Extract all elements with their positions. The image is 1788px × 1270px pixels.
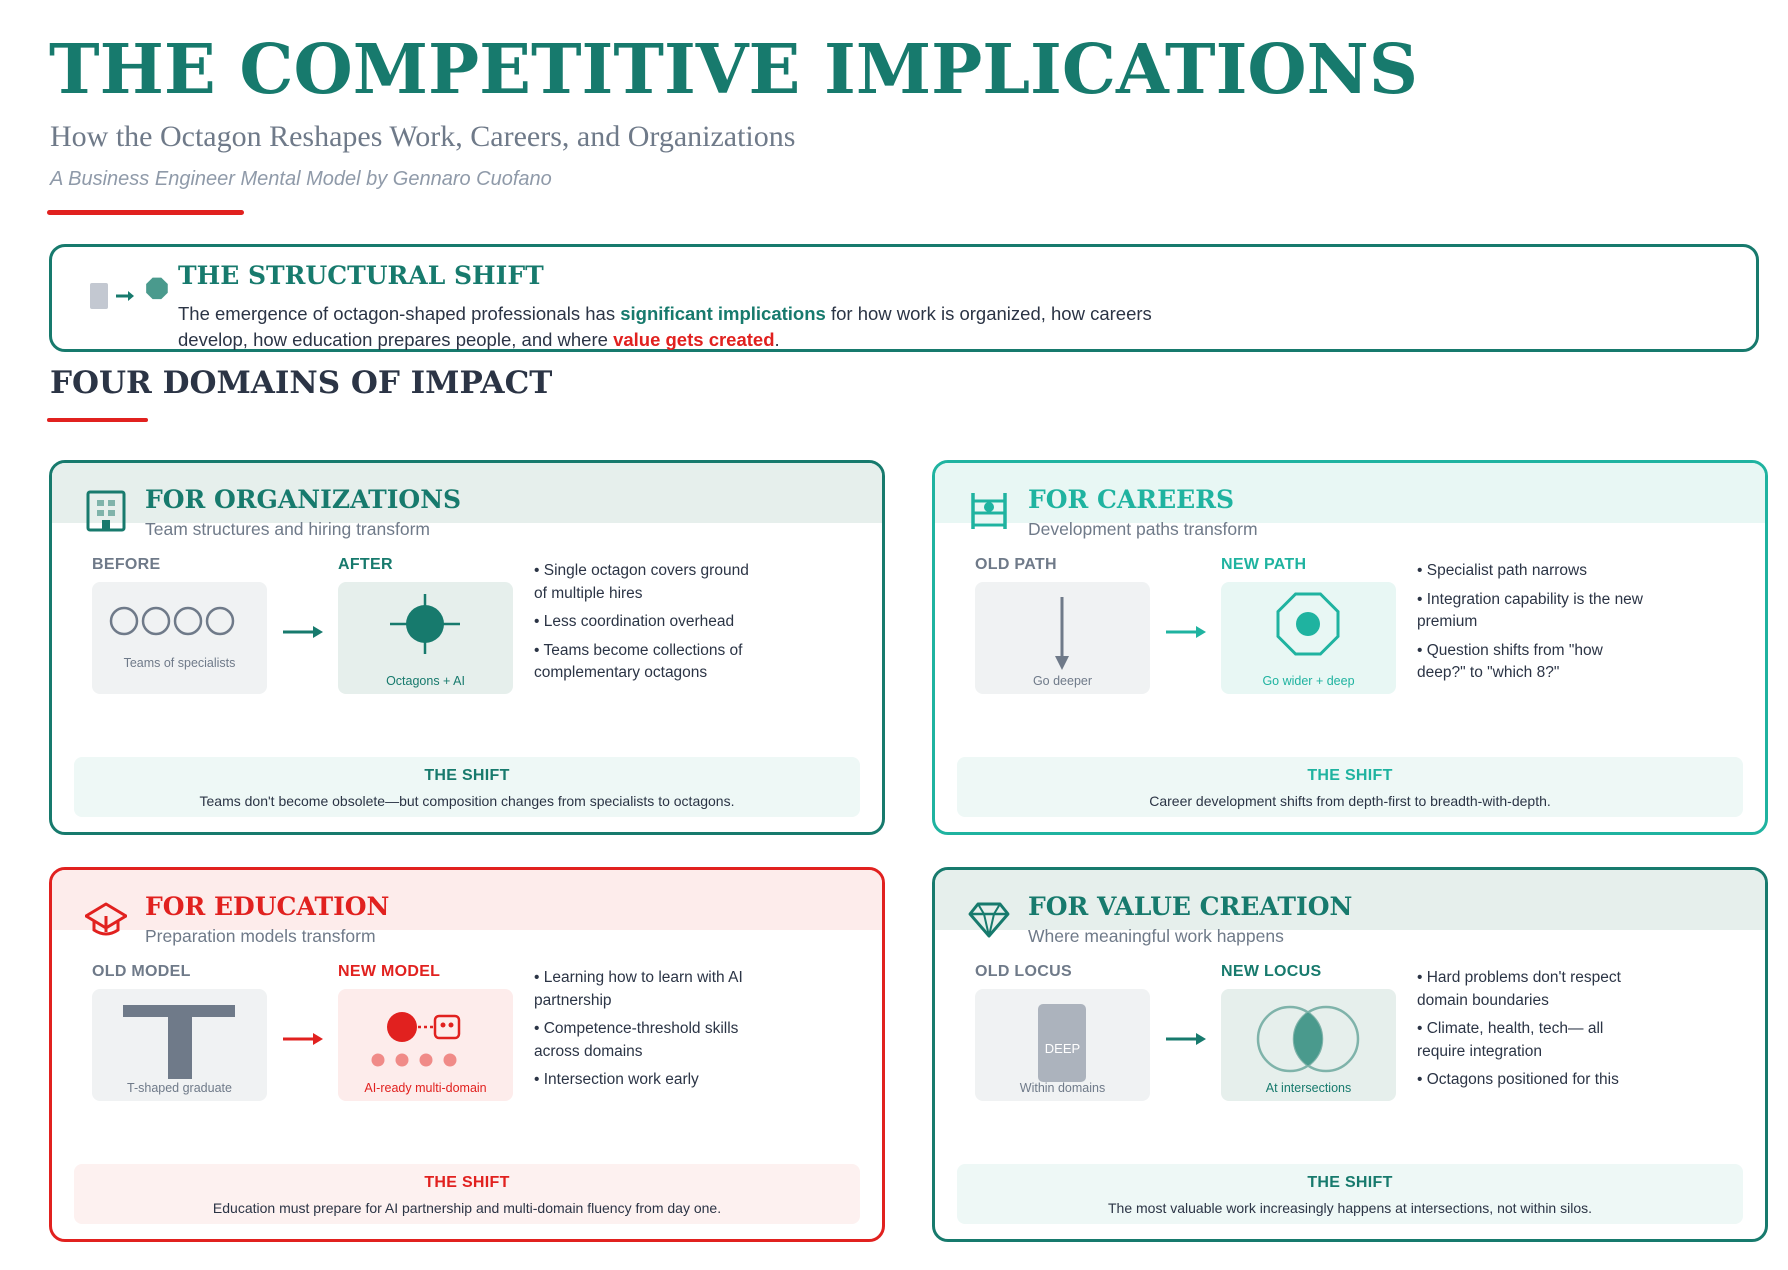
shift-heading: THE SHIFT — [1307, 1174, 1393, 1191]
before-label: OLD PATH — [975, 556, 1057, 573]
card-education — [49, 867, 885, 1242]
section-underline — [47, 418, 148, 422]
bullet-item: • Integration capability is the new premium — [1417, 590, 1643, 630]
deep-label: DEEP — [1044, 1041, 1081, 1056]
after-label: NEW LOCUS — [1221, 963, 1322, 980]
bullet-item: • Less coordination overhead — [534, 613, 735, 630]
before-panel — [92, 989, 267, 1101]
bullet-item: • Learning how to learn with AI partnership — [534, 969, 743, 1009]
before-panel — [975, 989, 1150, 1101]
bullet-item: • Question shifts from "how deep?" to "which 8?" — [1417, 641, 1603, 681]
before-label: OLD LOCUS — [975, 963, 1072, 980]
arrow-icon — [281, 1032, 325, 1046]
shift-text: Teams don't become obsolete—but composition changes from specialists to octagons. — [199, 793, 735, 809]
after-panel — [1221, 582, 1396, 694]
shift-text: The most valuable work increasingly happens at intersections, not within silos. — [1107, 1200, 1593, 1216]
after-label: NEW PATH — [1221, 556, 1307, 573]
arrow-icon — [281, 625, 325, 639]
card-subtitle: Where meaningful work happens — [1028, 926, 1284, 946]
card-subtitle: Team structures and hiring transform — [145, 519, 430, 539]
after-panel — [338, 582, 513, 694]
bullet-list — [1417, 967, 1647, 1098]
shift-heading: THE SHIFT — [1307, 767, 1393, 784]
title-underline — [47, 210, 244, 215]
bullet-list — [534, 967, 764, 1098]
bullet-list — [1417, 560, 1647, 691]
card-title: FOR EDUCATION — [145, 892, 390, 921]
after-panel — [1221, 989, 1396, 1101]
arrow-icon — [1164, 625, 1208, 639]
ladder-icon — [968, 489, 1010, 533]
shift-text: Education must prepare for AI partnership and multi-domain fluency from day one. — [212, 1200, 722, 1216]
before-label: BEFORE — [92, 556, 161, 573]
specialist-circles-icon — [92, 582, 267, 694]
shift-heading: THE SHIFT — [424, 1174, 510, 1191]
after-caption: Octagons + AI — [386, 674, 465, 688]
before-caption: Go deeper — [1032, 674, 1093, 688]
bullet-item: • Competence-threshold skills across domains — [534, 1020, 739, 1060]
after-label: NEW MODEL — [338, 963, 441, 980]
bullet-item: • Teams become collections of complementary octagons — [534, 641, 743, 681]
card-careers — [932, 460, 1768, 835]
card-subtitle: Preparation models transform — [145, 926, 376, 946]
bullet-item: • Octagons positioned for this — [1417, 1071, 1619, 1088]
highlight-value: value gets created — [613, 329, 775, 350]
bullet-list — [534, 560, 764, 691]
structural-shift-heading: THE STRUCTURAL SHIFT — [178, 261, 544, 290]
before-label: OLD MODEL — [92, 963, 191, 980]
card-subtitle: Development paths transform — [1028, 519, 1258, 539]
before-caption: Teams of specialists — [123, 656, 236, 670]
structural-shift-text: The emergence of octagon-shaped professionals has significant implications for how work is organized, how careers develop, how education prepares people, and where value gets created. — [178, 303, 1152, 350]
bullet-item: • Specialist path narrows — [1417, 562, 1587, 579]
structural-shift-box — [49, 244, 1759, 352]
bullet-item: • Climate, health, tech— all require integration — [1417, 1020, 1604, 1060]
building-icon — [85, 489, 127, 533]
before-panel — [975, 582, 1150, 694]
after-panel — [338, 989, 513, 1101]
card-title: FOR VALUE CREATION — [1028, 892, 1353, 921]
shift-box — [957, 1164, 1743, 1224]
card-value-creation — [932, 867, 1768, 1242]
after-caption: At intersections — [1265, 1081, 1352, 1095]
bullet-item: • Intersection work early — [534, 1071, 699, 1088]
arrow-icon — [1164, 1032, 1208, 1046]
after-caption: AI-ready multi-domain — [364, 1081, 487, 1095]
card-organizations — [49, 460, 885, 835]
page-subtitle: How the Octagon Reshapes Work, Careers, and Organizations — [50, 120, 796, 153]
highlight-significant: significant implications — [620, 303, 826, 324]
before-caption: Within domains — [1019, 1081, 1106, 1095]
before-panel — [92, 582, 267, 694]
rectangle-to-octagon-icon — [90, 267, 180, 327]
card-title: FOR CAREERS — [1028, 485, 1235, 514]
card-title: FOR ORGANIZATIONS — [145, 485, 462, 514]
section-title: FOUR DOMAINS OF IMPACT — [50, 365, 553, 401]
bullet-item: • Hard problems don't respect domain boundaries — [1417, 969, 1621, 1009]
byline: A Business Engineer Mental Model by Gennaro Cuofano — [50, 168, 552, 190]
before-caption: T-shaped graduate — [127, 1081, 232, 1095]
shift-box — [74, 1164, 860, 1224]
after-caption: Go wider + deep — [1262, 674, 1355, 688]
bullet-item: • Single octagon covers ground of multiple hires — [534, 562, 749, 602]
after-label: AFTER — [338, 556, 393, 573]
shift-text: Career development shifts from depth-first to breadth-with-depth. — [1149, 793, 1551, 809]
shift-box — [74, 757, 860, 817]
page-title: THE COMPETITIVE IMPLICATIONS — [49, 30, 1418, 110]
shift-box — [957, 757, 1743, 817]
graduation-cap-icon — [85, 896, 127, 940]
diamond-icon — [968, 896, 1010, 940]
shift-heading: THE SHIFT — [424, 767, 510, 784]
